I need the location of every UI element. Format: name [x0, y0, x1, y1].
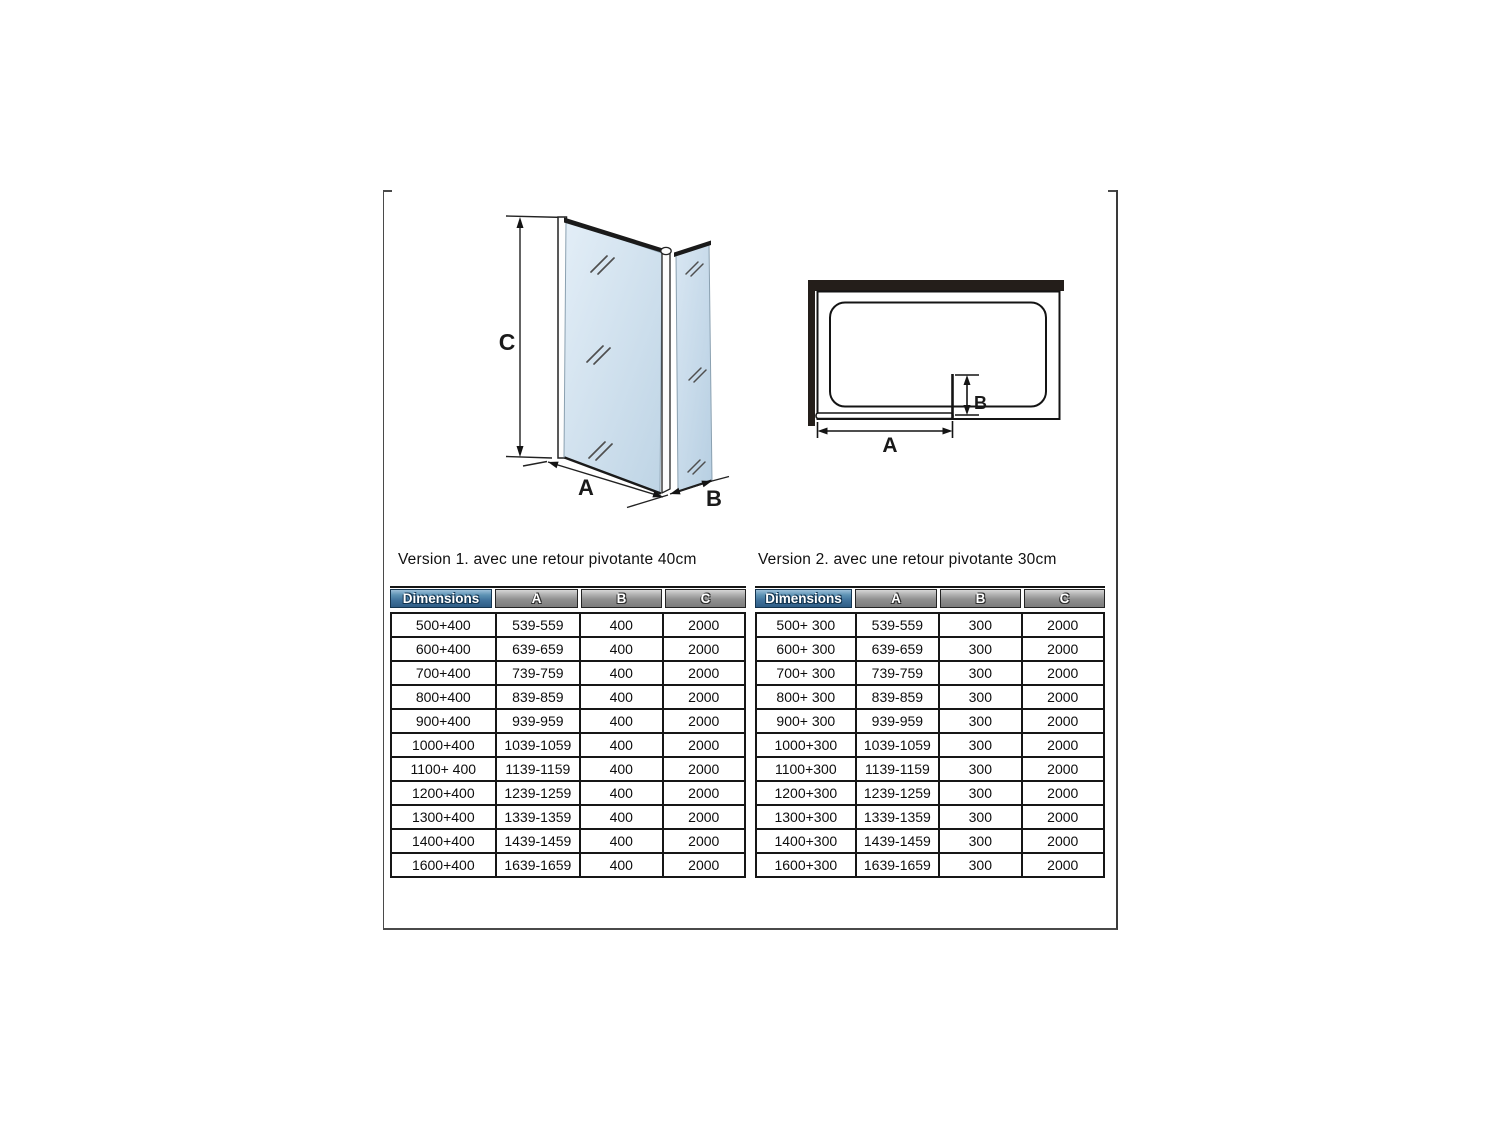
table-cell: 300: [939, 685, 1021, 709]
shower-screen-3d-diagram: [430, 190, 760, 540]
table-cell: 300: [939, 829, 1021, 853]
table-cell: 800+ 300: [756, 685, 856, 709]
table-row: [756, 613, 1104, 637]
table-cell: 639-659: [496, 637, 581, 661]
table-cell: 2000: [1022, 661, 1105, 685]
table-cell: 2000: [1022, 685, 1105, 709]
table-header-row: [390, 586, 746, 608]
table-row: [756, 685, 1104, 709]
table-header-row: [755, 586, 1105, 608]
table-cell: 539-559: [856, 613, 940, 637]
table-cell: 2000: [663, 829, 746, 853]
table-cell: 2000: [1022, 733, 1105, 757]
table-cell: 1439-1459: [856, 829, 940, 853]
table-cell: 400: [580, 685, 662, 709]
table-row: [391, 661, 745, 685]
table-row: [391, 757, 745, 781]
dimensions-table-version2: [755, 586, 1105, 878]
table-cell: 939-959: [496, 709, 581, 733]
table-row: [391, 853, 745, 877]
table-cell: 1639-1659: [856, 853, 940, 877]
table-row: [391, 805, 745, 829]
table-row: [756, 829, 1104, 853]
header-cell-a: A: [855, 589, 937, 608]
table-row: [391, 685, 745, 709]
dimension-a-arrow-left: [548, 462, 559, 469]
dimension-a-label: A: [882, 434, 898, 457]
table-cell: 2000: [663, 853, 746, 877]
table-cell: 600+ 300: [756, 637, 856, 661]
table-cell: 1239-1259: [496, 781, 581, 805]
wall-left: [808, 280, 815, 426]
bathtub-top-view-diagram: [795, 258, 1090, 458]
table-cell: 300: [939, 661, 1021, 685]
header-cell-b: B: [940, 589, 1021, 608]
table-cell: 639-659: [856, 637, 940, 661]
dimension-a-arrow-right: [943, 428, 953, 435]
table-cell: 1100+ 400: [391, 757, 496, 781]
table-cell: 2000: [663, 757, 746, 781]
table-cell: 1039-1059: [856, 733, 940, 757]
table-cell: 2000: [663, 709, 746, 733]
header-cell-c: C: [1024, 589, 1105, 608]
table-cell: 1139-1159: [856, 757, 940, 781]
table-cell: 1300+300: [756, 805, 856, 829]
table-cell: 900+ 300: [756, 709, 856, 733]
table-cell: 1639-1659: [496, 853, 581, 877]
table-row: [756, 733, 1104, 757]
table-cell: 600+400: [391, 637, 496, 661]
dimension-c-arrow-down: [517, 446, 524, 457]
table1-title: Version 1. avec une retour pivotante 40cm: [398, 551, 697, 568]
table-cell: 739-759: [856, 661, 940, 685]
table-body: [390, 612, 746, 878]
dimension-c-label: C: [498, 329, 516, 355]
table-cell: 1300+400: [391, 805, 496, 829]
table-cell: 2000: [663, 781, 746, 805]
table-cell: 1400+400: [391, 829, 496, 853]
table-row: [756, 637, 1104, 661]
table-cell: 400: [580, 781, 662, 805]
table-cell: 1139-1159: [496, 757, 581, 781]
table-cell: 2000: [1022, 781, 1105, 805]
table-cell: 400: [580, 709, 662, 733]
table-cell: 1239-1259: [856, 781, 940, 805]
table-cell: 400: [580, 853, 662, 877]
table-cell: 400: [580, 805, 662, 829]
table-cell: 1000+400: [391, 733, 496, 757]
table-cell: 2000: [663, 637, 746, 661]
table-cell: 300: [939, 613, 1021, 637]
table-row: [756, 661, 1104, 685]
table-cell: 539-559: [496, 613, 581, 637]
table-row: [391, 733, 745, 757]
table-cell: 1200+300: [756, 781, 856, 805]
hinge-cap: [661, 247, 671, 254]
table-cell: 1600+400: [391, 853, 496, 877]
table-row: [391, 829, 745, 853]
table-cell: 1400+300: [756, 829, 856, 853]
table-cell: 500+ 300: [756, 613, 856, 637]
dimension-b-label: B: [974, 393, 987, 413]
return-glass-panel: [676, 243, 712, 492]
table-cell: 2000: [1022, 829, 1105, 853]
table-cell: 300: [939, 853, 1021, 877]
dimension-c-arrow-up: [517, 217, 524, 228]
header-cell-c: C: [665, 589, 746, 608]
table-cell: 1339-1359: [856, 805, 940, 829]
table-cell: 1100+300: [756, 757, 856, 781]
table-cell: 400: [580, 613, 662, 637]
bathtub-inner-basin: [830, 303, 1046, 407]
table-cell: 300: [939, 709, 1021, 733]
table-cell: 739-759: [496, 661, 581, 685]
table-cell: 300: [939, 637, 1021, 661]
table-cell: 1439-1459: [496, 829, 581, 853]
dimension-b-label: B: [706, 486, 722, 511]
table-row: [391, 637, 745, 661]
table-cell: 1039-1059: [496, 733, 581, 757]
main-glass-panel: [564, 221, 662, 493]
table-row: [756, 709, 1104, 733]
table-row: [756, 757, 1104, 781]
table-row: [756, 781, 1104, 805]
dimension-a-arrow-left: [818, 428, 828, 435]
table-row: [756, 853, 1104, 877]
table-cell: 800+400: [391, 685, 496, 709]
table-cell: 1600+300: [756, 853, 856, 877]
table-cell: 1339-1359: [496, 805, 581, 829]
table-cell: 400: [580, 829, 662, 853]
table-cell: 400: [580, 757, 662, 781]
table-cell: 2000: [663, 733, 746, 757]
table-cell: 2000: [1022, 757, 1105, 781]
table2-title: Version 2. avec une retour pivotante 30cm: [758, 551, 1057, 568]
table-cell: 2000: [663, 805, 746, 829]
table-cell: 500+400: [391, 613, 496, 637]
dimension-a-label: A: [578, 475, 594, 500]
table-cell: 2000: [1022, 805, 1105, 829]
table-cell: 300: [939, 781, 1021, 805]
header-cell-dimensions: Dimensions: [390, 589, 492, 608]
table-row: [391, 613, 745, 637]
table-cell: 2000: [1022, 853, 1105, 877]
table-cell: 2000: [663, 661, 746, 685]
header-cell-b: B: [581, 589, 662, 608]
table-cell: 400: [580, 637, 662, 661]
table-cell: 1000+300: [756, 733, 856, 757]
header-cell-dimensions: Dimensions: [755, 589, 852, 608]
table-cell: 2000: [1022, 613, 1105, 637]
table-cell: 839-859: [856, 685, 940, 709]
table-cell: 300: [939, 733, 1021, 757]
table-cell: 300: [939, 757, 1021, 781]
table-cell: 400: [580, 661, 662, 685]
frame-top-left-tick: [384, 190, 392, 192]
table-cell: 839-859: [496, 685, 581, 709]
table-cell: 2000: [663, 685, 746, 709]
table-body: [755, 612, 1105, 878]
table-cell: 939-959: [856, 709, 940, 733]
table-row: [391, 709, 745, 733]
table-cell: 400: [580, 733, 662, 757]
table-cell: 700+ 300: [756, 661, 856, 685]
table-cell: 2000: [1022, 637, 1105, 661]
wall-top: [808, 280, 1064, 291]
table-cell: 2000: [663, 613, 746, 637]
table-row: [756, 805, 1104, 829]
screen-panel-line: [816, 413, 953, 419]
table-cell: 300: [939, 805, 1021, 829]
table-cell: 2000: [1022, 709, 1105, 733]
frame-top-right-tick: [1108, 190, 1116, 192]
table-cell: 1200+400: [391, 781, 496, 805]
header-cell-a: A: [495, 589, 578, 608]
table-cell: 900+400: [391, 709, 496, 733]
table-cell: 700+400: [391, 661, 496, 685]
table-row: [391, 781, 745, 805]
hinge-profile: [662, 251, 670, 494]
dimensions-table-version1: [390, 586, 746, 878]
